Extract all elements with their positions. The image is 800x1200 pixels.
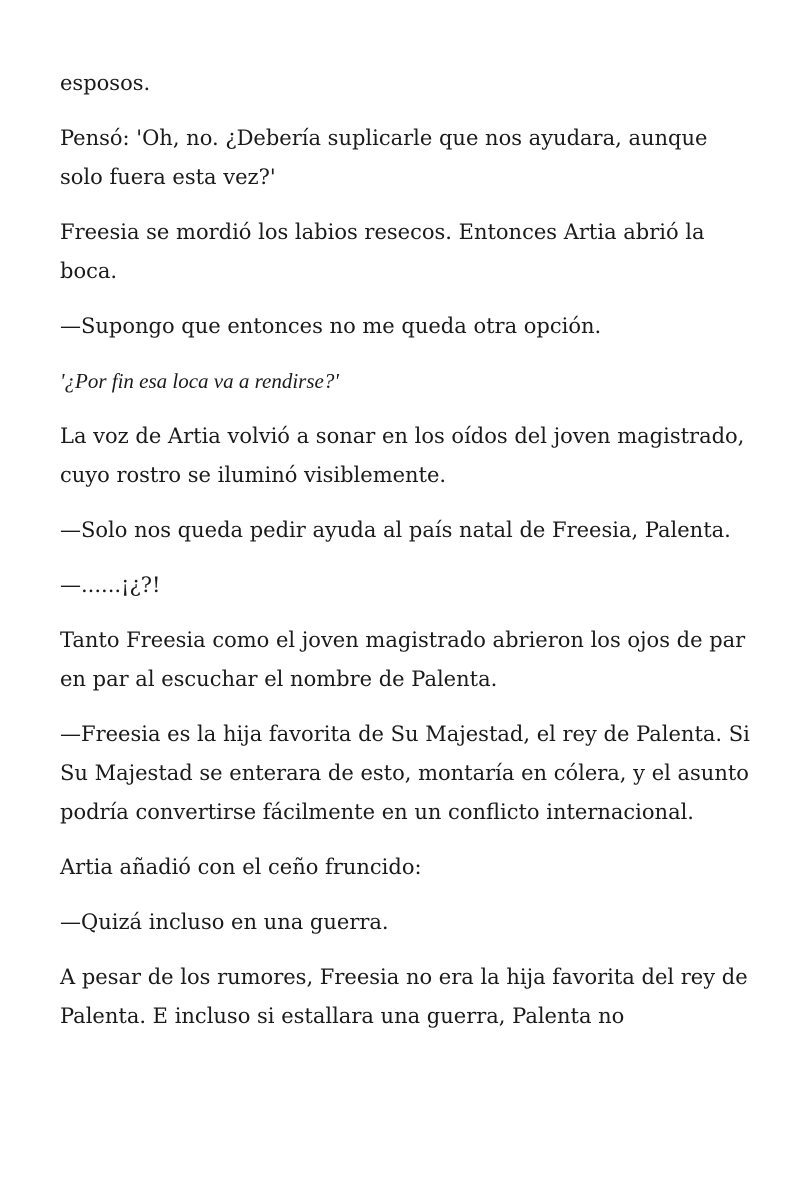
paragraph-4: —Supongo que entonces no me queda otra opción.: [60, 314, 602, 338]
paragraph-9: Tanto Freesia como el joven magistrado abrieron los ojos de par en par al escuchar el nombre de Palenta.: [60, 628, 746, 691]
paragraph-12: —Quizá incluso en una guerra.: [60, 910, 389, 934]
paragraph-2: Pensó: 'Oh, no. ¿Debería suplicarle que nos ayudara, aunque solo fuera esta vez?': [60, 126, 708, 189]
paragraph-7: —Solo nos queda pedir ayuda al país natal de Freesia, Palenta.: [60, 518, 731, 542]
paragraph-10: —Freesia es la hija favorita de Su Majestad, el rey de Palenta. Si Su Majestad se enterara de esto, montaría en cólera, y el asunto podría convertirse fácilmente en un conflicto internacional.: [60, 722, 750, 824]
paragraph-8: —......¡¿?!: [60, 573, 161, 597]
paragraph-11: Artia añadió con el ceño fruncido:: [60, 855, 422, 879]
paragraph-5-thought: '¿Por fin esa loca va a rendirse?': [60, 369, 339, 393]
paragraph-3: Freesia se mordió los labios resecos. Entonces Artia abrió la boca.: [60, 220, 705, 283]
paragraph-6: La voz de Artia volvió a sonar en los oídos del joven magistrado, cuyo rostro se iluminó visiblemente.: [60, 424, 745, 487]
paragraph-13: A pesar de los rumores, Freesia no era la hija favorita del rey de Palenta. E incluso si estallara una guerra, Palenta no: [60, 965, 748, 1028]
paragraph-1: esposos.: [60, 71, 151, 95]
